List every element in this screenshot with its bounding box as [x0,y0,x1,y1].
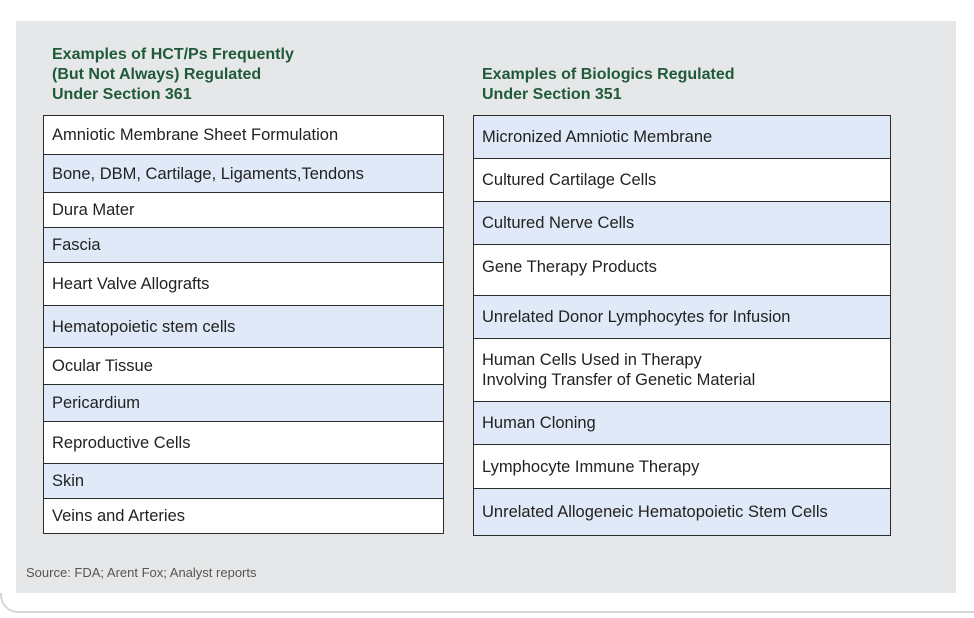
table-cell: Amniotic Membrane Sheet Formulation [44,116,444,155]
table-cell: Dura Mater [44,193,444,228]
right-column-heading: Examples of Biologics Regulated Under Section 351 [482,66,735,103]
table-row [44,116,444,155]
table-cell: Hematopoietic stem cells [44,306,444,348]
table-row [474,202,891,245]
source-note: Source: FDA; Arent Fox; Analyst reports [26,565,257,580]
table-row [44,155,444,193]
left-column-heading: Examples of HCT/Ps Frequently (But Not Always) Regulated Under Section 361 [52,46,294,103]
table-cell: Bone, DBM, Cartilage, Ligaments,Tendons [44,155,444,193]
table-cell: Skin [44,464,444,499]
table-row [474,339,891,402]
table-row [44,422,444,464]
table-cell: Unrelated Donor Lymphocytes for Infusion [474,296,891,339]
table-cell: Micronized Amniotic Membrane [474,116,891,159]
table-cell: Veins and Arteries [44,499,444,534]
table-row [44,263,444,306]
table-row [474,402,891,445]
table-row [44,306,444,348]
table-row [474,489,891,536]
table-row [44,193,444,228]
table-cell: Lymphocyte Immune Therapy [474,445,891,489]
table-cell: Ocular Tissue [44,348,444,385]
table-row [44,464,444,499]
table-cell: Human Cells Used in Therapy Involving Transfer of Genetic Material [474,339,891,402]
table-cell: Heart Valve Allografts [44,263,444,306]
table-row [474,116,891,159]
table-cell: Unrelated Allogeneic Hematopoietic Stem Cells [474,489,891,536]
table-row [44,228,444,263]
table-cell: Gene Therapy Products [474,245,891,296]
table-row [474,159,891,202]
table-cell: Human Cloning [474,402,891,445]
table-cell: Cultured Cartilage Cells [474,159,891,202]
table-cell: Pericardium [44,385,444,422]
table-row [44,499,444,534]
table-row [44,385,444,422]
table-cell: Fascia [44,228,444,263]
table-row [44,348,444,385]
table-row [474,296,891,339]
table-cell: Cultured Nerve Cells [474,202,891,245]
hctp-section-361-table [43,115,444,534]
table-row [474,445,891,489]
panel-frame-line [0,593,974,613]
biologics-section-351-table [473,115,891,536]
table-row [474,245,891,296]
table-cell: Reproductive Cells [44,422,444,464]
